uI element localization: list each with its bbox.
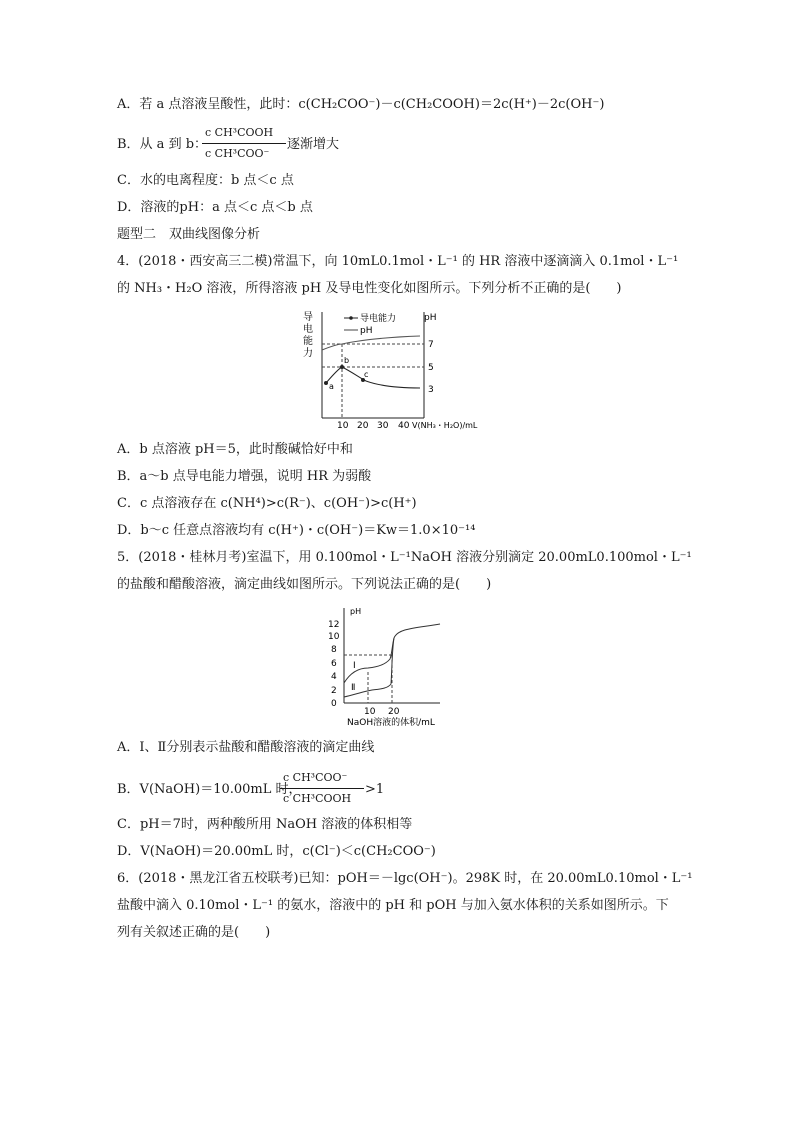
q5-y-ticks	[328, 620, 340, 709]
q6-stem-line3: 列有关叙述正确的是( )	[117, 925, 271, 940]
q4-legend-marker	[349, 316, 353, 320]
q4-xlabel: V(NH₃・H₂O)/mL	[412, 421, 478, 430]
q5-curve-label-I: Ⅰ	[353, 661, 356, 671]
q5-x-tick: 20	[388, 707, 400, 717]
q5-y-tick: 10	[328, 632, 340, 642]
q3-option-b-numerator: c CH³COOH	[205, 126, 274, 139]
q3-option-c: C．水的电离程度：b 点＜c 点	[117, 173, 294, 188]
q4-option-b: B．a～b 点导电能力增强，说明 HR 为弱酸	[117, 469, 372, 484]
q6-stem-line2: 盐酸中滴入 0.10mol・L⁻¹ 的氨水，溶液中的 pH 和 pOH 与加入氨水体积的关系如图所示。下	[117, 898, 669, 913]
q4-chart	[300, 306, 500, 432]
q4-x-tick: 20	[357, 421, 369, 431]
q4-option-c: C．c 点溶液存在 c(NH⁴)>c(R⁻)、c(OH⁻)>c(H⁺)	[117, 496, 417, 511]
q5-option-a: A．Ⅰ、Ⅱ分别表示盐酸和醋酸溶液的滴定曲线	[117, 740, 375, 755]
q4-ph-tick: 3	[428, 385, 434, 395]
q4-option-a: A．b 点溶液 pH＝5，此时酸碱恰好中和	[117, 442, 353, 457]
q4-stem-line1: 4．(2018・西安高三二模)常温下，向 10mL0.1mol・L⁻¹ 的 HR 溶液中逐滴滴入 0.1mol・L⁻¹	[117, 254, 679, 269]
q4-ylabel-left-1: 导	[303, 312, 313, 323]
q4-option-d: D．b～c 任意点溶液均有 c(H⁺)・c(OH⁻)＝Kw＝1.0×10⁻¹⁴	[117, 523, 476, 538]
q5-option-c: C．pH＝7时，两种酸所用 NaOH 溶液的体积相等	[117, 817, 413, 832]
q4-x-tick: 30	[377, 421, 389, 431]
q4-legend-conductivity: 导电能力	[360, 314, 397, 324]
q3-option-a: A．若 a 点溶液呈酸性，此时：c(CH₂COO⁻)－c(CH₂COOH)＝2c(H⁺)－2c(OH⁻)	[117, 97, 605, 112]
q4-ylabel-left-3: 能	[303, 336, 313, 347]
q5-x-tick: 10	[364, 707, 376, 717]
q5-y-tick: 12	[328, 620, 340, 630]
q5-option-b-fraction-bar	[280, 788, 364, 789]
q4-label-a: a	[329, 382, 334, 391]
q5-y-tick: 6	[331, 659, 337, 669]
q4-label-b: b	[344, 356, 350, 365]
q5-option-b-prefix: B．V(NaOH)＝10.00mL 时，	[117, 782, 302, 797]
q5-y-tick: 8	[331, 645, 337, 655]
q3-option-b-prefix: B．从 a 到 b：	[117, 137, 208, 152]
q5-ylabel: pH	[350, 607, 362, 616]
q4-legend-ph: pH	[360, 326, 373, 336]
q5-curve-label-II: Ⅱ	[351, 683, 356, 693]
q4-label-c: c	[364, 370, 369, 379]
section-title: 题型二 双曲线图像分析	[117, 227, 261, 242]
q4-stem-line2: 的 NH₃・H₂O 溶液，所得溶液 pH 及导电性变化如图所示。下列分析不正确的是( )	[117, 281, 622, 296]
q4-point-b	[340, 365, 344, 369]
q5-y-tick: 0	[331, 699, 337, 709]
q4-ph-curve	[322, 336, 420, 350]
q4-ph-tick: 5	[428, 363, 434, 373]
q5-option-b-numerator: c CH³COO⁻	[283, 771, 348, 784]
q4-point-a	[324, 381, 328, 385]
q5-chart	[322, 604, 482, 730]
q5-stem-line2: 的盐酸和醋酸溶液，滴定曲线如图所示。下列说法正确的是( )	[117, 577, 492, 592]
q5-option-b-suffix: >1	[365, 782, 385, 797]
q3-option-b-fraction-bar	[202, 143, 286, 144]
q3-option-b-suffix: 逐渐增大	[287, 137, 340, 152]
q3-option-d: D．溶液的pH：a 点＜c 点＜b 点	[117, 200, 313, 215]
q4-x-tick: 40	[398, 421, 410, 431]
q4-ylabel-right: pH	[424, 313, 437, 323]
q6-stem-line1: 6．(2018・黑龙江省五校联考)已知：pOH＝－lgc(OH⁻)。298K 时，在 20.00mL0.10mol・L⁻¹	[117, 871, 693, 886]
q4-ylabel-left-2: 电	[303, 324, 313, 335]
q5-y-tick: 2	[331, 686, 337, 696]
q4-conductivity-curve	[326, 367, 420, 388]
q5-xlabel: NaOH溶液的体积/mL	[347, 718, 435, 728]
q4-ph-tick: 7	[428, 340, 434, 350]
q5-option-b-denominator: c CH³COOH	[283, 792, 352, 805]
q3-option-b-denominator: c CH³COO⁻	[205, 147, 270, 160]
q4-x-tick: 10	[337, 421, 349, 431]
q5-option-d: D．V(NaOH)＝20.00mL 时，c(Cl⁻)＜c(CH₂COO⁻)	[117, 844, 436, 859]
q5-stem-line1: 5．(2018・桂林月考)室温下，用 0.100mol・L⁻¹NaOH 溶液分别滴定 20.00mL0.100mol・L⁻¹	[117, 550, 692, 565]
q4-ylabel-left-4: 力	[303, 348, 313, 359]
q5-y-tick: 4	[331, 672, 337, 682]
